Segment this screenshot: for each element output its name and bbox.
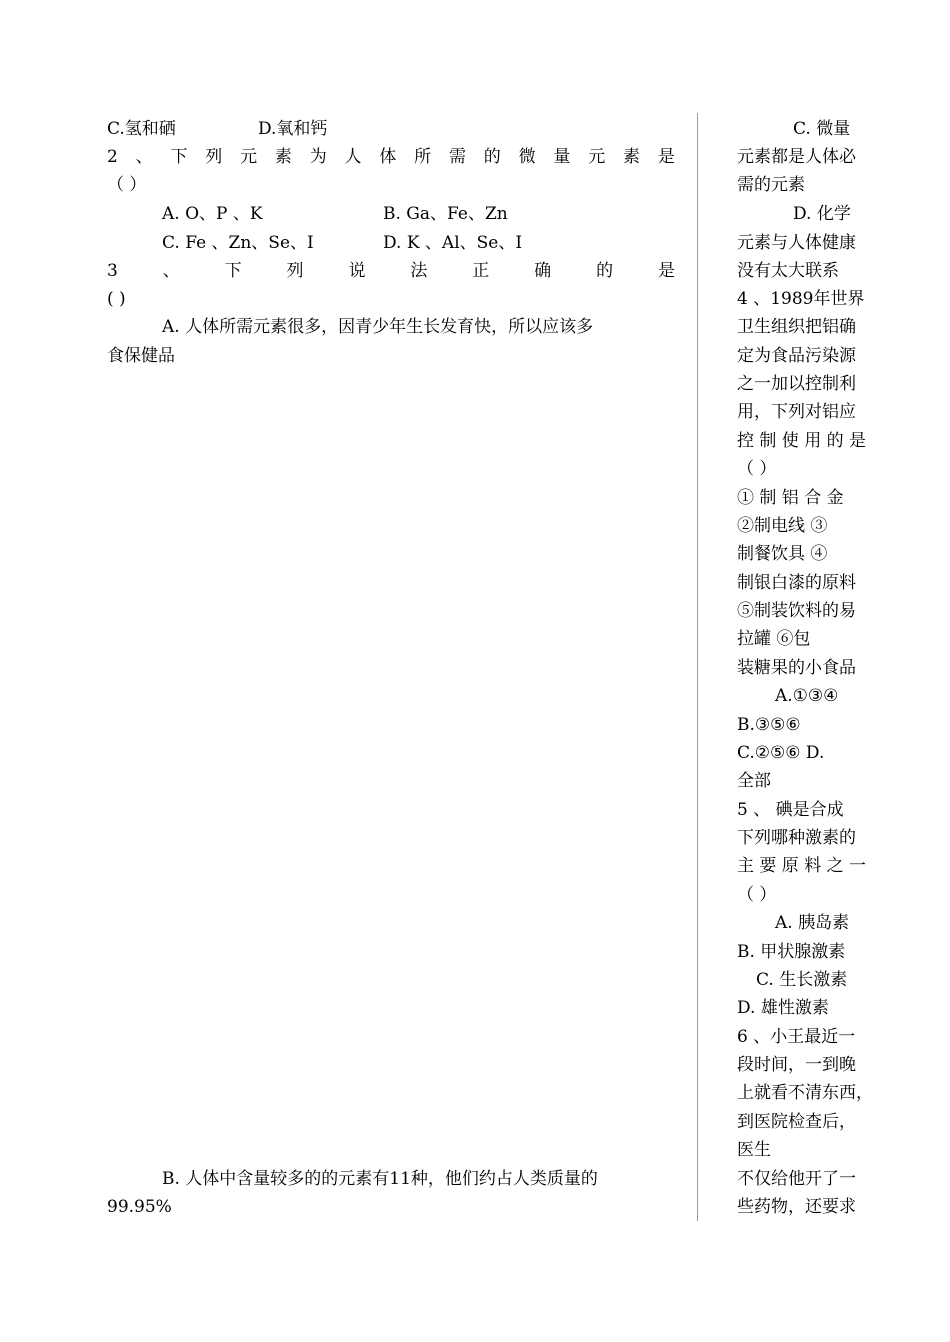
right-line: 到医院检查后， [737, 1112, 856, 1132]
right-line: 上就看不清东西， [737, 1083, 873, 1103]
stem-char: 人 [344, 147, 362, 167]
question-2-answer-paren: （ ） [107, 175, 147, 195]
stem-char: 说 [348, 261, 366, 281]
right-line: 元素与人体健康 [737, 233, 856, 253]
right-line: 控 制 使 用 的 是 [737, 431, 867, 451]
question-3-option-b-line1: B. 人体中含量较多的的元素有11种，他们约占人类质量的 [162, 1169, 598, 1189]
stem-char: 素 [274, 147, 292, 167]
right-line: 拉罐 ⑥包 [737, 629, 811, 649]
stem-char: 量 [553, 147, 571, 167]
right-line: 定为食品污染源 [737, 346, 856, 366]
stem-char: 元 [240, 147, 258, 167]
right-line: 元素都是人体必 [737, 147, 856, 167]
stem-char: 、 [135, 147, 153, 167]
question-4-option-c-d: C.②⑤⑥ D. [737, 743, 825, 763]
right-line: 制银白漆的原料 [737, 573, 856, 593]
right-line: 全部 [737, 771, 771, 791]
right-line: 用，下列对铝应 [737, 402, 856, 422]
question-3-option-b-line2: 99.95% [107, 1197, 172, 1217]
stem-char: 需 [448, 147, 466, 167]
right-line: 制餐饮具 ④ [737, 544, 828, 564]
right-line: 之一加以控制利 [737, 374, 856, 394]
stem-char: 微 [518, 147, 536, 167]
question-4-answer-paren: （ ） [737, 459, 777, 479]
stem-char: 所 [414, 147, 432, 167]
stem-char: 的 [596, 261, 614, 281]
right-line: 装糖果的小食品 [737, 658, 856, 678]
question-3-option-a-line2: 食保健品 [107, 346, 175, 366]
stem-char: 是 [657, 261, 675, 281]
option-d-oxygen-calcium: D.氧和钙 [258, 119, 328, 139]
question-5-answer-paren: （ ） [737, 885, 777, 905]
stem-char: 体 [379, 147, 397, 167]
stem-char: 确 [534, 261, 552, 281]
stem-char: 元 [588, 147, 606, 167]
option-c-hydrogen-selenium: C.氢和硒 [107, 119, 176, 139]
stem-char: 列 [205, 147, 223, 167]
right-line: 需的元素 [737, 175, 805, 195]
question-6-stem: 6 、小王最近一 [737, 1027, 856, 1047]
question-3-option-a-line1: A. 人体所需元素很多，因青少年生长发育快，所以应该多 [162, 317, 594, 337]
right-line: 些药物，还要求 [737, 1197, 856, 1217]
stem-char: 的 [483, 147, 501, 167]
question-4-option-b: B.③⑤⑥ [737, 715, 801, 735]
right-line: C. 微量 [793, 119, 851, 139]
question-3-answer-paren: ( ) [107, 289, 126, 309]
stem-char: 为 [309, 147, 327, 167]
question-5-stem: 5 、 碘是合成 [737, 800, 844, 820]
question-4-stem: 4 、1989年世界 [737, 289, 865, 309]
right-line: 段时间，一到晚 [737, 1055, 856, 1075]
question-2-option-d: D. K 、Al、Se、I [383, 233, 523, 253]
question-5-option-d: D. 雄性激素 [737, 998, 829, 1018]
question-5-option-a: A. 胰岛素 [775, 913, 850, 933]
right-line: ⑤制装饮料的易 [737, 601, 856, 621]
right-line: 卫生组织把铝确 [737, 317, 856, 337]
column-divider [697, 113, 698, 1221]
stem-char: 正 [472, 261, 490, 281]
right-line: ① 制 铝 合 金 [737, 488, 844, 508]
question-2-option-b: B. Ga、Fe、Zn [383, 204, 508, 224]
stem-char: 列 [286, 261, 304, 281]
right-line: 不仅给他开了一 [737, 1169, 856, 1189]
stem-char: 、 [162, 261, 180, 281]
question-5-option-b: B. 甲状腺激素 [737, 942, 846, 962]
right-line: 医生 [737, 1140, 771, 1160]
question-3-stem [107, 260, 675, 282]
question-5-option-c: C. 生长激素 [756, 970, 848, 990]
stem-char: 2 [107, 147, 118, 167]
stem-char: 下 [170, 147, 188, 167]
question-2-option-c: C. Fe 、Zn、Se、I [162, 233, 314, 253]
stem-char: 3 [107, 261, 118, 281]
right-line: 下列哪种激素的 [737, 828, 856, 848]
question-2-option-a: A. O、P 、K [162, 204, 263, 224]
right-line: D. 化学 [793, 204, 851, 224]
stem-char: 下 [224, 261, 242, 281]
right-line: 没有太大联系 [737, 261, 839, 281]
right-line: 主 要 原 料 之 一 [737, 856, 867, 876]
right-line: ②制电线 ③ [737, 516, 828, 536]
stem-char: 素 [623, 147, 641, 167]
stem-char: 是 [657, 147, 675, 167]
stem-char: 法 [410, 261, 428, 281]
question-2-stem [107, 146, 675, 168]
question-4-option-a: A.①③④ [775, 686, 839, 706]
